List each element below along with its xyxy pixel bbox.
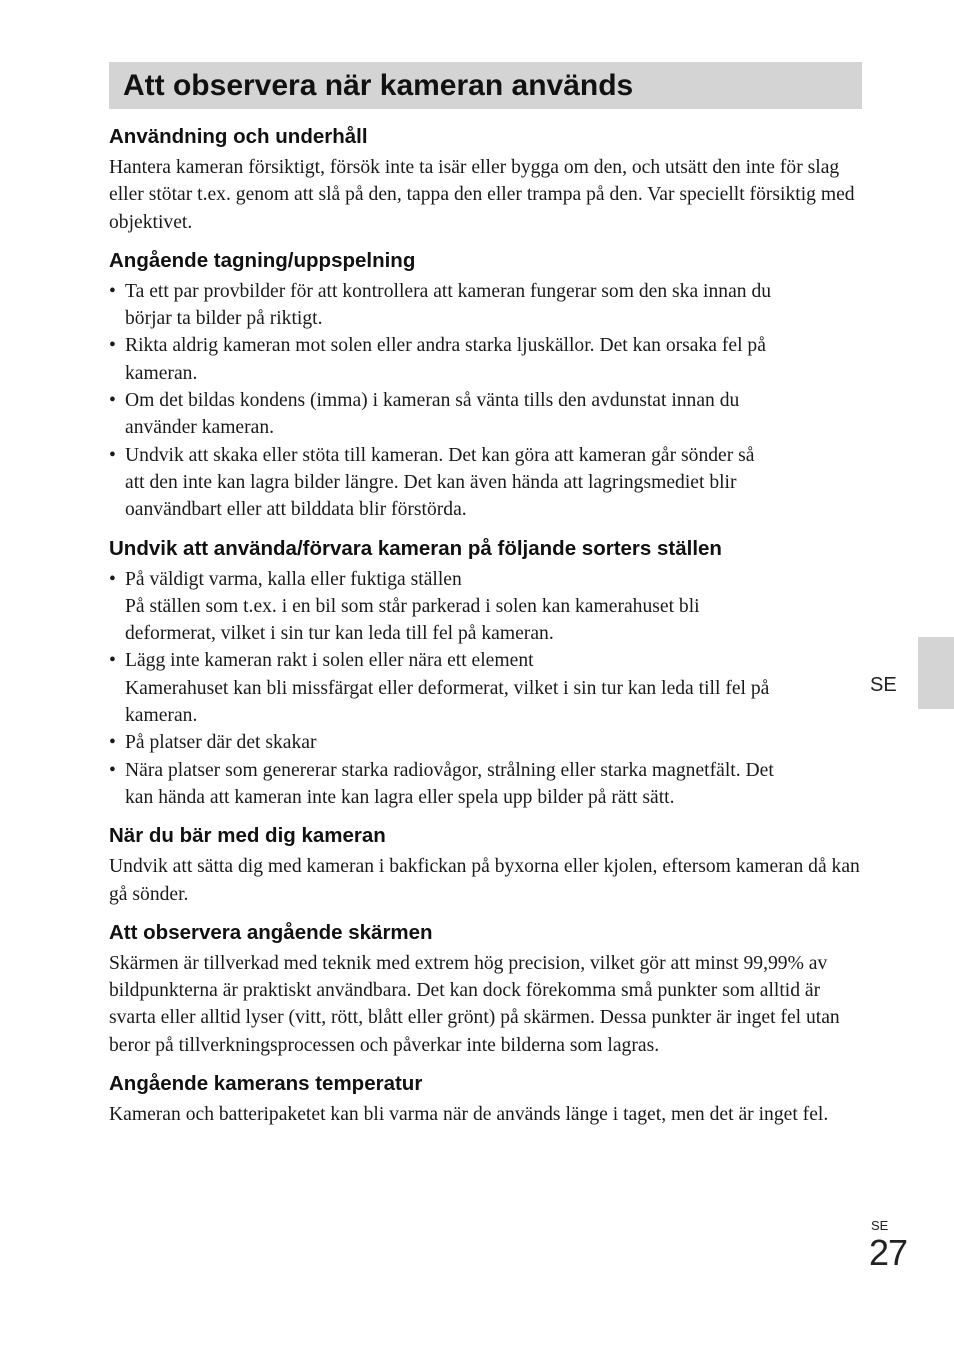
section-usage-care [109, 122, 861, 236]
bullet-list [109, 566, 861, 812]
text-line: bilderna som lagras. [500, 1034, 660, 1056]
bullet-icon: • [109, 390, 116, 412]
text-line: kameran då kan gå sönder. [109, 856, 860, 905]
bullet-icon: • [109, 759, 116, 781]
text-line: Om det bildas kondens (imma) i kameran så vänta tills den avdunstat innan du [125, 390, 740, 412]
text-line: Rikta aldrig kameran mot solen eller andra starka ljuskällor. Det kan orsaka fel på [125, 335, 766, 357]
bullet-icon: • [109, 444, 116, 466]
text-line: punkter som alltid är svarta eller alltid lyser (vitt, rött, blått eller grönt) på skärmen. [109, 980, 821, 1029]
section-temperature [109, 1069, 861, 1128]
section-shooting-playback [109, 246, 861, 524]
text-line: använder kameran. [125, 417, 275, 439]
text-line: På väldigt varma, kalla eller fuktiga ställen [125, 568, 462, 590]
text-line: Lägg inte kameran rakt i solen eller nära ett element [125, 650, 534, 672]
text-line: oanvändbart eller att bilddata blir förstörda. [125, 499, 467, 521]
section-heading: När du bär med dig kameran [109, 824, 386, 848]
text-line: Kameran och batteripaketet kan bli varma när de används länge i taget, men det är [109, 1104, 754, 1126]
page-number: 27 [869, 1232, 908, 1273]
text-line: 99,99% av bildpunkterna är praktiskt användbara. Det kan dock förekomma små [109, 952, 828, 1002]
bullet-icon: • [109, 280, 116, 302]
list-item [109, 387, 861, 442]
page-title: Att observera när kameran används [123, 69, 634, 102]
title-bar [109, 62, 862, 109]
page-content [109, 122, 861, 1138]
text-line: Ta ett par provbilder för att kontrollera att kameran fungerar som den ska innan du [125, 280, 772, 302]
list-item [109, 757, 861, 812]
section-carrying [109, 821, 861, 908]
text-line: kameran. [125, 362, 198, 384]
text-line: Undvik att skaka eller stöta till kameran. Det kan göra att kameran går sönder så [125, 444, 755, 466]
text-line: Hantera kameran försiktigt, försök inte ta isär eller bygga om den, och utsätt den inte [109, 157, 775, 178]
section-screen [109, 918, 861, 1059]
text-line: Kamerahuset kan bli missfärgat eller deformerat, vilket i sin tur kan leda till fel på [125, 677, 770, 699]
bullet-icon: • [109, 650, 116, 672]
text-line: kan hända att kameran inte kan lagra eller spela upp bilder på rätt sätt. [125, 786, 675, 808]
text-line: På ställen som t.ex. i en bil som står parkerad i solen kan kamerahuset bli [125, 595, 700, 617]
section-paragraph [109, 1101, 861, 1128]
side-language-label: SE [870, 674, 897, 696]
text-line: Undvik att sätta dig med kameran i bakfickan på byxorna eller kjolen, eftersom [109, 856, 731, 878]
side-tab-marker [918, 637, 954, 709]
text-line: På platser där det skakar [125, 732, 317, 754]
text-line: inget fel. [758, 1104, 829, 1126]
text-line: Dessa punkter är inget fel utan beror på tillverkningsprocessen och påverkar inte [109, 1007, 840, 1056]
text-line: Skärmen är tillverkad med teknik med extrem hög precision, vilket gör att minst [109, 952, 739, 974]
section-heading: Angående tagning/uppspelning [109, 248, 416, 272]
list-item [109, 647, 861, 729]
list-item [109, 278, 861, 333]
section-heading: Undvik att använda/förvara kameran på följande sorters ställen [109, 536, 722, 560]
section-heading: Användning och underhåll [109, 125, 368, 148]
list-item [109, 729, 861, 756]
bullet-icon: • [109, 335, 116, 357]
text-line: börjar ta bilder på riktigt. [125, 308, 323, 330]
text-line: att den inte kan lagra bilder längre. Det kan även hända att lagringsmediet blir [125, 471, 737, 493]
list-item [109, 442, 861, 524]
list-item [109, 332, 861, 387]
section-paragraph [109, 154, 861, 236]
section-paragraph [109, 950, 861, 1059]
list-item [109, 566, 861, 648]
text-line: för slag eller stötar t.ex. genom att slå på den, tappa den eller trampa på den. Var [109, 157, 840, 206]
text-line: Nära platser som genererar starka radiovågor, strålning eller starka magnetfält. Det [125, 759, 774, 781]
bullet-list [109, 278, 861, 524]
text-line: speciellt försiktig med objektivet. [109, 184, 855, 233]
bullet-icon: • [109, 732, 116, 754]
section-heading: Att observera angående skärmen [109, 920, 433, 944]
text-line: kameran. [125, 705, 198, 727]
text-line: deformerat, vilket i sin tur kan leda till fel på kameran. [125, 623, 554, 645]
section-heading: Angående kamerans temperatur [109, 1072, 423, 1096]
section-paragraph [109, 853, 861, 908]
section-avoid-places [109, 534, 861, 812]
footer-language: SE [871, 1218, 889, 1233]
bullet-icon: • [109, 568, 116, 590]
